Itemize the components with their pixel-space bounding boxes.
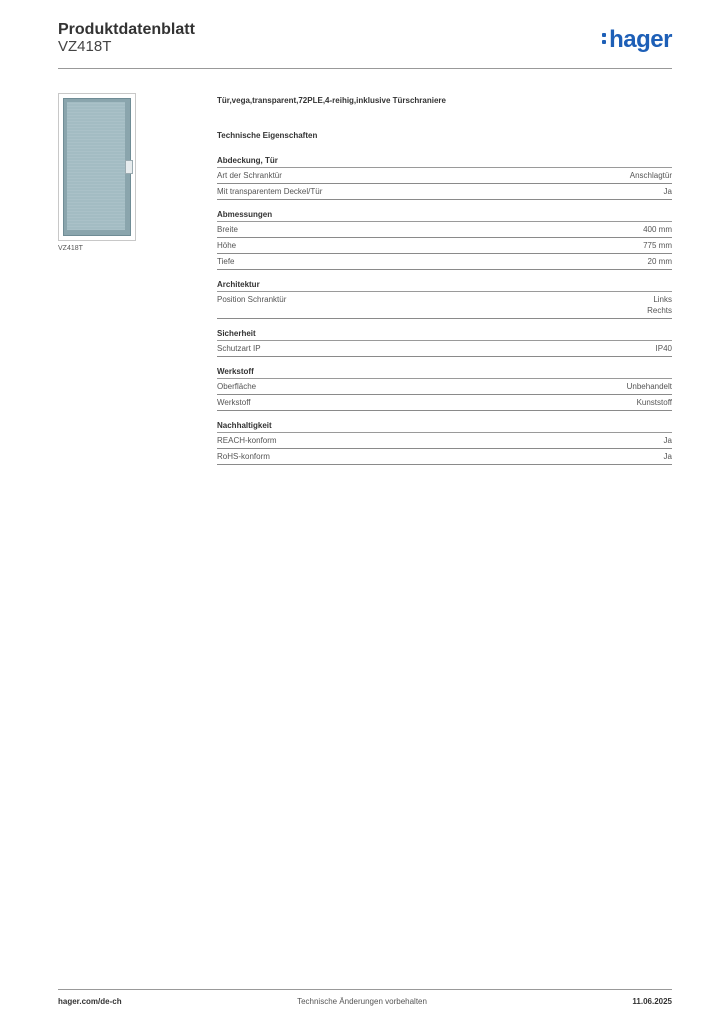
logo-text: hager <box>609 26 672 53</box>
property-label: REACH-konform <box>217 436 277 445</box>
property-value <box>630 170 672 181</box>
property-label: Tiefe <box>217 257 235 266</box>
property-group <box>217 421 672 465</box>
logo-dots-icon <box>602 33 607 47</box>
header-divider <box>58 68 672 69</box>
property-value <box>656 343 672 354</box>
door-panel <box>67 102 125 230</box>
property-row <box>217 168 672 184</box>
property-value-line: Rechts <box>647 306 672 315</box>
door-handle-icon <box>125 160 133 174</box>
property-value <box>664 186 672 197</box>
property-row <box>217 292 672 319</box>
property-label: Mit transparentem Deckel/Tür <box>217 187 323 196</box>
property-group-title: Sicherheit <box>217 329 672 341</box>
property-row <box>217 222 672 238</box>
property-value-line: 775 mm <box>643 241 672 250</box>
property-value <box>627 381 672 392</box>
property-value <box>643 240 672 251</box>
footer-date: 11.06.2025 <box>632 997 672 1006</box>
property-value-line: 400 mm <box>643 225 672 234</box>
property-value-line: Anschlagtür <box>629 171 672 180</box>
property-value-line: Ja <box>663 436 672 445</box>
property-label: Position Schranktür <box>217 295 287 304</box>
footer-divider <box>58 989 672 990</box>
product-description: Tür,vega,transparent,72PLE,4-reihig,inklusive Türschraniere <box>217 96 446 105</box>
footer-notice: Technische Änderungen vorbehalten <box>297 997 427 1006</box>
property-label: Breite <box>217 225 238 234</box>
hager-logo <box>602 26 672 54</box>
product-image <box>58 93 136 241</box>
property-group <box>217 329 672 357</box>
property-row <box>217 379 672 395</box>
property-value-line: Unbehandelt <box>626 382 672 391</box>
property-group-title: Architektur <box>217 280 672 292</box>
property-label: Oberfläche <box>217 382 257 391</box>
property-group <box>217 367 672 411</box>
property-value-line: Ja <box>663 187 672 196</box>
property-value-line: Links <box>653 295 672 304</box>
property-group-title: Abmessungen <box>217 210 672 222</box>
property-row <box>217 184 672 200</box>
property-label: Werkstoff <box>217 398 251 407</box>
property-value-line: Ja <box>663 452 672 461</box>
property-group-title: Werkstoff <box>217 367 672 379</box>
property-value <box>648 256 672 267</box>
property-row <box>217 449 672 465</box>
product-code: VZ418T <box>58 38 112 55</box>
property-value <box>643 224 672 235</box>
property-value <box>637 397 672 408</box>
footer-website[interactable]: hager.com/de-ch <box>58 997 122 1006</box>
property-row <box>217 433 672 449</box>
page-title: Produktdatenblatt <box>58 21 195 38</box>
property-value <box>664 435 672 446</box>
property-group-title: Abdeckung, Tür <box>217 156 672 168</box>
property-label: RoHS-konform <box>217 452 270 461</box>
property-row <box>217 395 672 411</box>
property-label: Schutzart IP <box>217 344 261 353</box>
properties-heading: Technische Eigenschaften <box>217 131 318 140</box>
door-illustration <box>63 98 131 236</box>
property-row <box>217 341 672 357</box>
property-group <box>217 156 672 200</box>
product-details <box>217 96 672 475</box>
image-caption: VZ418T <box>58 245 83 252</box>
property-group <box>217 210 672 270</box>
property-value-line: IP40 <box>655 344 672 353</box>
property-row <box>217 254 672 270</box>
property-value <box>664 451 672 462</box>
property-groups <box>217 156 672 465</box>
property-group-title: Nachhaltigkeit <box>217 421 672 433</box>
property-value <box>647 294 672 316</box>
property-row <box>217 238 672 254</box>
property-label: Höhe <box>217 241 237 250</box>
property-group <box>217 280 672 319</box>
property-label: Art der Schranktür <box>217 171 282 180</box>
property-value-line: 20 mm <box>647 257 672 266</box>
property-value-line: Kunststoff <box>636 398 672 407</box>
